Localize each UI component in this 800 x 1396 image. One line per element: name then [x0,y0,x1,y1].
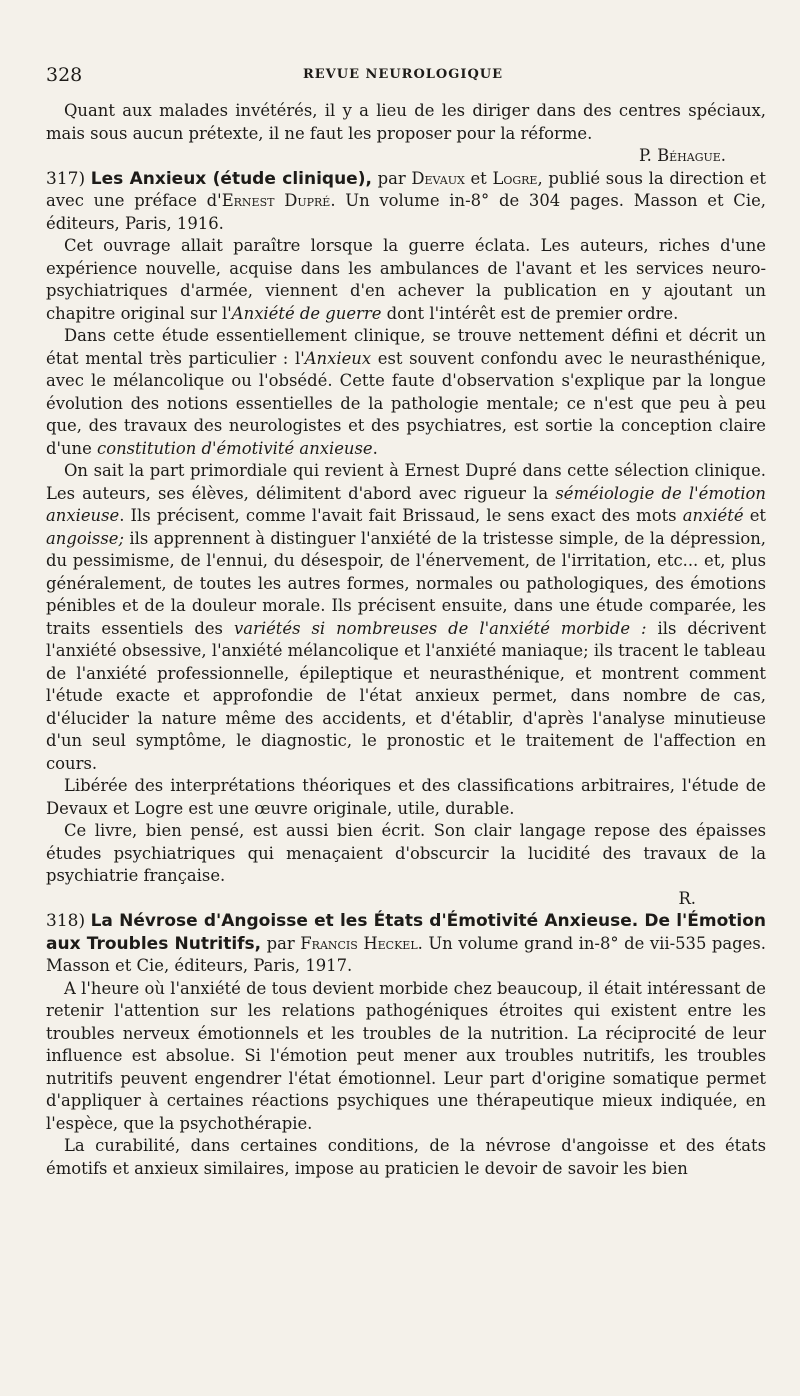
page-body [46,100,766,1180]
previous-review-text: Quant aux malades invétérés, il y a lieu de les diriger dans des centres spéciaux, mais sous aucun prétexte, il ne faut les proposer pour la réforme. [46,101,766,143]
text-run: est souvent confondu avec le neurasthénique, avec le mélancolique ou l'obsédé. Cette faute d'observation s'explique par la longue évolution des notions essentielles de la pathologie mentale; ce n'est que peu à peu que, des travaux des neurologistes et des psychiatres, est sortie la conception claire d'une [46,348,766,458]
text-run: Cet ouvrage allait paraître lorsque la guerre éclata. Les auteurs, riches d'une expérience nouvelle, acquise dans les ambulances de l'avant et les services neuro-psychiatriques d'armée, viennent d'en achever la publication en y ajoutant un chapitre original sur l' [46,236,766,323]
entry-318-citation-b: . Un volume grand in-8° de vii-535 pages. Masson et Cie, éditeurs, Paris, 1917. [46,933,766,975]
entry-318-paragraph-2: La curabilité, dans certaines conditions, de la névrose d'angoisse et des états émotifs et anxieux similaires, impose au praticien le devoir de savoir les bien [46,1136,766,1178]
entry-317-heading [46,168,766,236]
entry-317-citation-c: , publié sous la direction et avec une préface d' [46,168,766,210]
entry-317-number: 317) [46,168,86,189]
entry-317-citation-b: et [464,168,493,188]
text-run: dont l'intérêt est de premier ordre. [381,303,679,323]
page-number: 328 [46,64,83,86]
entry-317-title: Les Anxieux (étude clinique), [90,168,372,189]
entry-318-author: Francis Heckel [300,933,418,953]
entry-317-paragraph-4: Libérée des interprétations théoriques et des classifications arbitraires, l'étude de Devaux et Logre est une œuvre originale, utile, durable. [46,776,766,818]
entry-317-citation-d: . Un volume in-8° de 304 pages. Masson et Cie, éditeurs, Paris, 1916. [46,191,766,233]
italic-run: anxiété [682,506,744,525]
text-run: . [372,438,378,458]
previous-review-signature: P. Béhague. [638,146,726,165]
text-run: On sait la part primordiale qui revient à Ernest Dupré dans cette sélection clinique. Les auteurs, ses élèves, délimitent d'abord avec rigueur la [46,461,766,503]
entry-317-signature: R. [678,888,696,908]
entry-317-author-2: Logre [492,168,538,188]
entry-318-paragraph-1: A l'heure où l'anxiété de tous devient morbide chez beaucoup, il était intéressant de retenir l'attention sur les relations pathogéniques étroites qui existent entre les troubles nerveux émotionnels et les troubles de la nutrition. La réciprocité de leur influence est absolue. Si l'émotion peut mener aux troubles nutritifs, les troubles nutritifs peuvent engendrer l'état émotionnel. Leur part d'origine somatique permet d'appliquer à certaines réactions psychiques une thérapeutique mieux indiquée, en l'espèce, que la psychothérapie. [46,978,766,1133]
text-run: ils décrivent l'anxiété obsessive, l'anxiété mélancolique et l'anxiété maniaque; ils tracent le tableau de l'anxiété professionnelle, épileptique et neurasthénique, et montrent comment l'étude exacte et approfondie de l'état anxieux permet, dans nombre de cas, d'élucider la nature même des accidents, et d'établir, d'après l'analyse minutieuse d'un seul symptôme, le diagnostic, le pronostic et le traitement de l'affection en cours. [46,618,766,773]
entry-317-paragraph-5: Ce livre, bien pensé, est aussi bien écrit. Son clair langage repose des épaisses études psychiatriques qui menaçaient d'obscurcir la lucidité des travaux de la psychiatrie française. [46,821,766,885]
entry-318-number: 318) [46,911,86,931]
italic-run: séméiologie de l'émotion anxieuse [46,483,766,525]
entry-317-paragraph-2 [46,325,766,460]
entry-318-title: La Névrose d'Angoisse et les États d'Émotivité Anxieuse. De l'Émotion aux Troubles Nutritifs, [46,911,766,954]
entry-317-citation-a: par [371,168,412,188]
italic-run: variétés si nombreuses de l'anxiété morbide : [233,618,647,638]
entry-317-paragraph-1 [46,235,766,325]
italic-run: Anxieux [304,348,372,368]
entry-317-prefacer: Ernest Dupré [221,191,331,210]
entry-317-author-1: Devaux [411,168,465,188]
page-header [46,64,760,88]
entry-317-paragraph-3 [46,460,766,775]
text-run: et [743,506,766,525]
italic-run: Anxiété de guerre [231,303,382,323]
entry-318-citation-a: par [261,933,301,953]
entry-318-heading [46,910,766,978]
text-run: Dans cette étude essentiellement clinique, se trouve nettement défini et décrit un état mental très particulier : l' [46,326,766,368]
text-run: ils apprennent à distinguer l'anxiété de la tristesse simple, de la dépression, du pessimisme, de l'ennui, du désespoir, de l'énervement, de l'irritation, etc... et, plus généralement, de toutes les autres formes, normales ou pathologiques, des émotions pénibles et de la douleur morale. Ils précisent ensuite, dans une étude comparée, les traits essentiels des [46,528,766,638]
italic-run: angoisse; [46,528,124,548]
running-title: REVUE NEUROLOGIQUE [302,67,504,82]
italic-run: constitution d'émotivité anxieuse [97,438,373,458]
text-run: . Ils précisent, comme l'avait fait Brissaud, le sens exact des mots [119,506,683,525]
